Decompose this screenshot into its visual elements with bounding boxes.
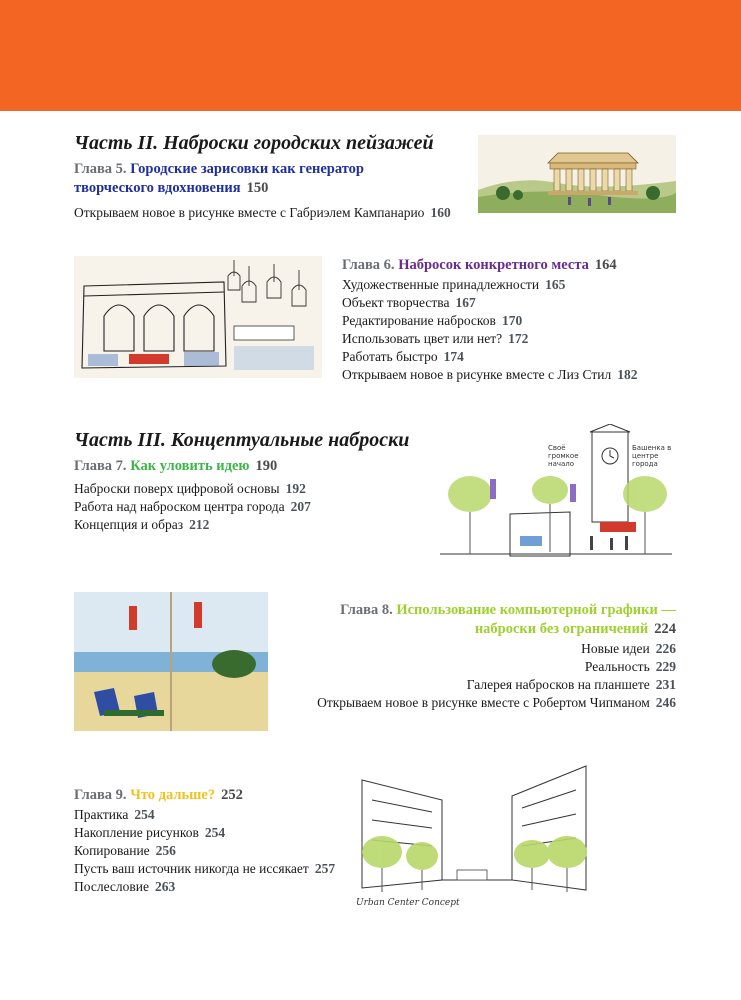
- toc-item-page: 160: [430, 205, 451, 220]
- toc-item-page: 165: [545, 277, 566, 292]
- toc-item[interactable]: [74, 516, 311, 534]
- toc-item-text: Концепция и образ: [74, 517, 184, 532]
- chapter-9-page: 252: [221, 787, 243, 803]
- chapter-6-title: Набросок конкретного места: [398, 257, 589, 273]
- toc-item-page: 226: [655, 641, 676, 656]
- toc-item-text: Реальность: [584, 659, 650, 674]
- toc-item-text: Работать быстро: [342, 349, 438, 364]
- chapter-6-label: Глава 6.: [342, 257, 395, 273]
- street-caption: Urban Center Concept: [356, 898, 460, 908]
- chapter-9: [74, 786, 335, 896]
- chapter-8-items: [290, 640, 676, 712]
- toc-item[interactable]: [290, 658, 676, 676]
- toc-item-page: 263: [154, 879, 176, 894]
- toc-item[interactable]: [74, 480, 311, 498]
- chapter-6-heading[interactable]: [342, 256, 637, 275]
- chapter-9-items: [74, 806, 335, 896]
- toc-item-page: 254: [134, 807, 155, 822]
- toc-item-page: 172: [508, 331, 529, 346]
- toc-item[interactable]: [74, 824, 335, 842]
- street-sketch-image: [352, 760, 596, 912]
- chapter-7-label: Глава 7.: [74, 458, 127, 474]
- toc-item[interactable]: [74, 498, 311, 516]
- toc-item-text: Художественные принадлежности: [342, 277, 540, 292]
- clocktower-sketch-image: [440, 424, 672, 574]
- temple-sketch-image: [478, 135, 676, 213]
- toc-item[interactable]: [74, 806, 335, 824]
- toc-item-page: 256: [155, 843, 176, 858]
- chapter-8-label: Глава 8.: [340, 602, 393, 618]
- chapter-7-page: 190: [255, 458, 278, 474]
- toc-item-text: Послесловие: [74, 879, 149, 894]
- toc-item[interactable]: [342, 348, 637, 366]
- part-3-title: Часть III. Концептуальные наброски: [74, 429, 410, 451]
- toc-item-page: 167: [455, 295, 476, 310]
- toc-item-text: Копирование: [74, 843, 150, 858]
- toc-item-page: 192: [285, 481, 306, 496]
- toc-item[interactable]: [74, 842, 335, 860]
- chapter-9-label: Глава 9.: [74, 787, 127, 803]
- chapter-6-items: [342, 276, 637, 384]
- chapter-8-title-line1: Использование компьютерной графики —: [396, 602, 676, 618]
- chapter-6-page: 164: [594, 257, 617, 273]
- toc-item-text: Открываем новое в рисунке вместе с Робертом Чипманом: [317, 695, 650, 710]
- chapter-5-page: 150: [246, 180, 269, 196]
- chapter-5-items: [74, 204, 451, 222]
- beach-sketch-image: [74, 592, 268, 731]
- toc-item[interactable]: [290, 676, 676, 694]
- chapter-8-page: 224: [654, 621, 676, 637]
- toc-item-page: 246: [655, 695, 676, 710]
- toc-item[interactable]: [342, 276, 637, 294]
- toc-item-text: Редактирование набросков: [342, 313, 496, 328]
- chapter-6: [342, 256, 637, 384]
- toc-item[interactable]: [342, 330, 637, 348]
- toc-item-page: 207: [290, 499, 311, 514]
- toc-item-text: Открываем новое в рисунке вместе с Лиз Стил: [342, 367, 612, 382]
- chapter-5-title-line1: Городские зарисовки как генератор: [130, 161, 364, 177]
- toc-item-page: 182: [617, 367, 638, 382]
- toc-item-text: Практика: [74, 807, 129, 822]
- toc-item-text: Наброски поверх цифровой основы: [74, 481, 280, 496]
- toc-item[interactable]: [74, 860, 335, 878]
- top-color-band: [0, 0, 741, 111]
- chapter-5-heading-line2[interactable]: [74, 179, 451, 198]
- chapter-7-title: Как уловить идею: [130, 458, 250, 474]
- toc-item[interactable]: [74, 204, 451, 222]
- chapter-8-title-line2: наброски без ограничений: [474, 621, 649, 637]
- part-2-section: [74, 131, 434, 155]
- chapter-5-label: Глава 5.: [74, 161, 127, 177]
- toc-item-text: Работа над наброском центра города: [74, 499, 285, 514]
- part-3-section: [74, 428, 409, 452]
- chapter-5: [74, 160, 451, 222]
- toc-item-text: Пусть ваш источник никогда не иссякает: [74, 861, 309, 876]
- chapter-5-title-line2: творческого вдохновения: [74, 180, 241, 196]
- toc-item-page: 174: [443, 349, 464, 364]
- chapter-7-heading[interactable]: [74, 457, 311, 476]
- toc-item-text: Галерея набросков на планшете: [466, 677, 650, 692]
- chapter-8-heading-line2[interactable]: [290, 620, 676, 639]
- toc-item[interactable]: [342, 294, 637, 312]
- chapter-8-heading-line1[interactable]: [290, 601, 676, 620]
- toc-item-text: Новые идеи: [581, 641, 650, 656]
- toc-item-text: Накопление рисунков: [74, 825, 199, 840]
- part-2-title: Часть II. Наброски городских пейзажей: [74, 132, 434, 154]
- toc-item-page: 231: [655, 677, 676, 692]
- toc-item-page: 170: [501, 313, 523, 328]
- toc-item-page: 257: [314, 861, 336, 876]
- toc-item-page: 229: [655, 659, 676, 674]
- chapter-8: [290, 601, 676, 712]
- toc-item-text: Использовать цвет или нет?: [342, 331, 503, 346]
- toc-item[interactable]: [342, 366, 637, 384]
- chapter-9-title: Что дальше?: [130, 787, 216, 803]
- toc-item-text: Открываем новое в рисунке вместе с Габриэлем Кампанарио: [74, 205, 425, 220]
- facade-sketch-image: [74, 256, 322, 378]
- toc-item-text: Объект творчества: [342, 295, 450, 310]
- clocktower-note-left: Своё громкое начало: [548, 444, 579, 468]
- toc-item[interactable]: [290, 640, 676, 658]
- clocktower-note-right: Башенка в центре города: [632, 444, 672, 468]
- toc-item[interactable]: [290, 694, 676, 712]
- toc-item[interactable]: [74, 878, 335, 896]
- chapter-5-heading-line1[interactable]: [74, 160, 451, 179]
- chapter-7-items: [74, 480, 311, 534]
- toc-item[interactable]: [342, 312, 637, 330]
- chapter-7: [74, 457, 311, 534]
- chapter-9-heading[interactable]: [74, 786, 335, 805]
- toc-item-page: 212: [189, 517, 210, 532]
- toc-item-page: 254: [204, 825, 226, 840]
